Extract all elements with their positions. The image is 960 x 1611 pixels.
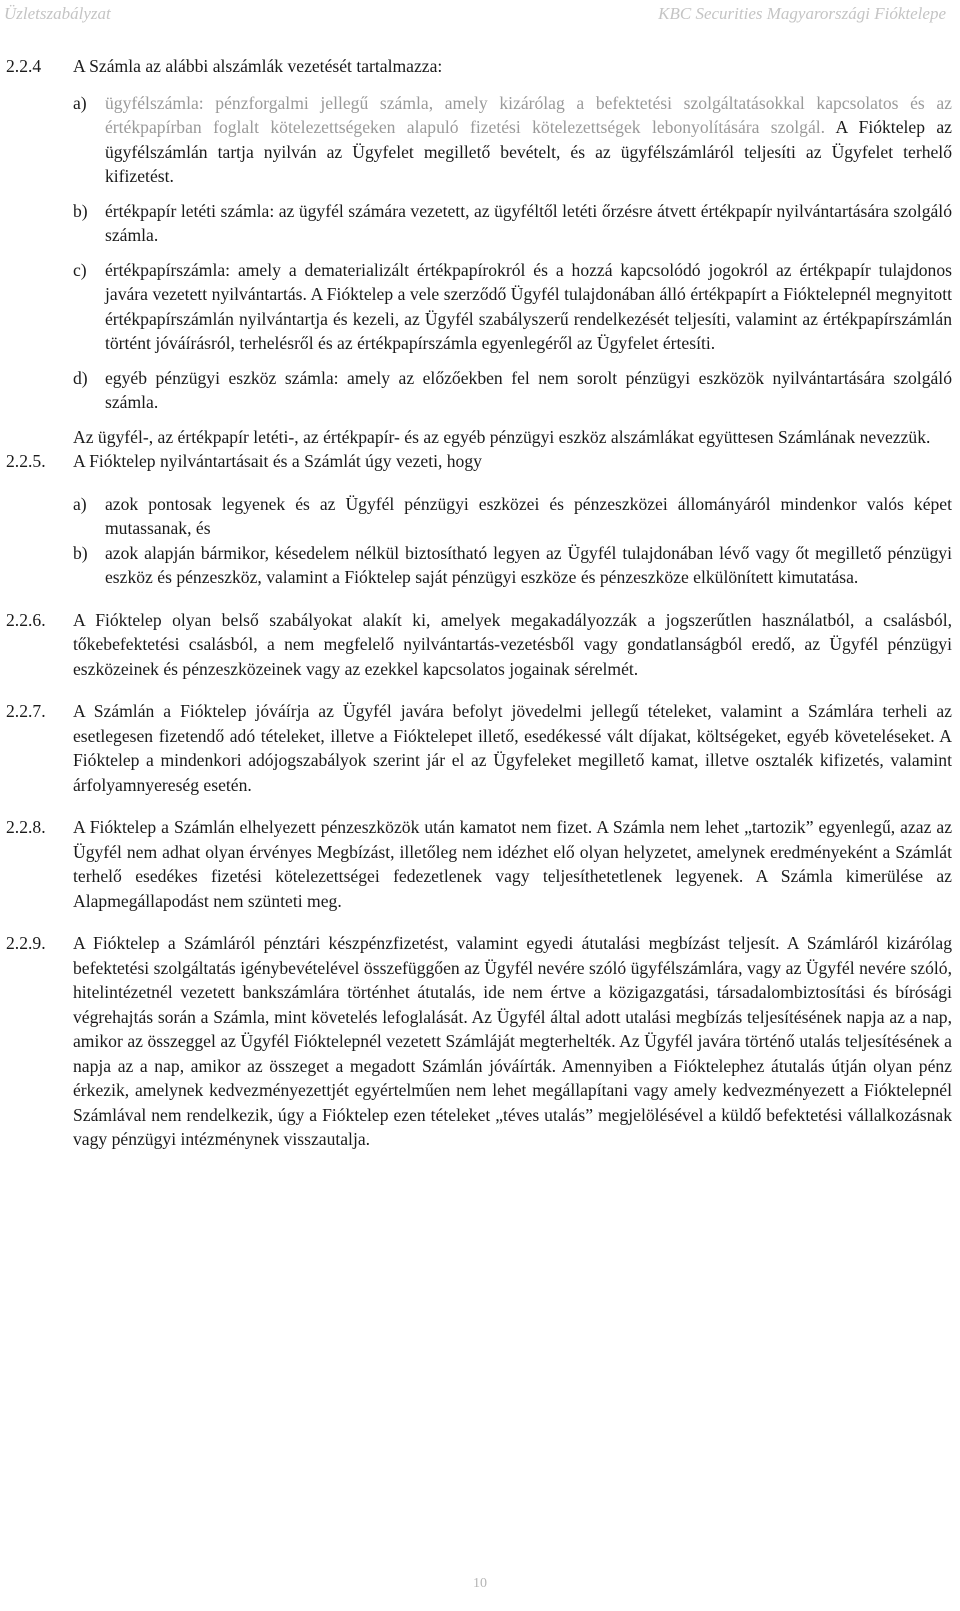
section-text: A Számlán a Fióktelep jóváírja az Ügyfél javára befolyt jövedelmi jellegű tételeket, valamint a Számlára terheli az esetlegesen fizetendő adó tételeket, illetve a Fióktelepet illető, esedékessé vált díjakat, költségeket, egyéb követeléseket. A Fióktelep a mindenkori adójogszabályok szerint jár el az Ügyfeleket megillető kamat, illetve osztalék kifizetés, valamint árfolyamnyereség esetén. (73, 701, 952, 795)
page-number: 10 (473, 1576, 487, 1591)
item-text: azok alapján bármikor, késedelem nélkül biztosítható legyen az Ügyfél tulajdonában lévő vagy őt megillető pénzügyi eszköz és pénzeszköz, valamint a Fióktelep saját pénzügyi eszköze és pénzeszköze elkülönített kimutatása. (105, 542, 952, 587)
section-text: A Fióktelep olyan belső szabályokat alakít ki, amelyek megakadályozzák a jogszerűtlen használatból, a csalásból, tőkebefektetési csalásból, a nem megfelelő nyilvántartás-vezetésből vagy gondatlanságból eredő, az Ügyfél pénzügyi eszközeinek és pénzeszközeinek vagy az ezekkel kapcsolatos jogainak sérelmét. (73, 609, 952, 679)
item-text: azok pontosak legyenek és az Ügyfél pénzügyi eszközei és pénzeszközei állományáról mindenkor valós képet mutassanak, és (105, 493, 952, 538)
list-item (73, 199, 952, 248)
section-2-2-5 (6, 449, 952, 474)
subaccount-list (6, 91, 952, 415)
item-label: a) (73, 92, 87, 113)
list-item (73, 492, 952, 541)
section-text: A Számla az alábbi alszámlák vezetését tartalmazza: (73, 56, 443, 76)
section-2-2-4 (6, 54, 952, 79)
requirement-list (6, 492, 952, 590)
list-item (73, 258, 952, 356)
section-text: A Fióktelep a Számláról pénztári készpénzfizetést, valamint egyedi átutalási megbízást teljesít. A Számláról kizárólag befektetési szolgáltatás igénybevételével összefüggően az Ügyfél nevére szóló ügyfélszámlára, vagy az Ügyfél nevére szóló, hitelintézetnél vezetett bankszámlára történhet átutalás, ide nem értve a közigazgatási, társadalombiztosítási és bírósági végrehajtás során a Számla, mint követelés lefoglalását. Az Ügyfél által adott utalási megbízás teljesítésének napja az a nap, amikor az összeggel az Ügyfél Fióktelepnél vezetett Számláját megterhelték. Az Ügyfél javára történő utalás teljesítésének a napja az a nap, amikor az összeget a megadott Számlán jóváírták. Amennyiben a Fióktelephez átutalás útján olyan pénz érkezik, amelynek kedvezményezettjét egyértelműen nem lehet megállapítani vagy amely kedvezményezett a Fióktelepnél Számlával nem rendelkezik, úgy a Fióktelep ezen tételeket „téves utalás” megjelölésével a küldő befektetési vállalkozásnak vagy pénzügyi intézménynek visszautalja. (73, 933, 952, 1149)
section-closing-paragraph: Az ügyfél-, az értékpapír letéti-, az értékpapír- és az egyéb pénzügyi eszköz alszámlákat együttesen Számlának nevezzük. (73, 426, 931, 447)
list-item (73, 366, 952, 415)
section-2-2-6 (6, 608, 952, 682)
item-text (105, 91, 952, 189)
item-label: d) (73, 367, 88, 388)
section-number: 2.2.9. (6, 933, 46, 953)
header-title-right: KBC Securities Magyarországi Fióktelepe (658, 4, 946, 23)
section-number: 2.2.8. (6, 817, 46, 837)
section-number: 2.2.6. (6, 609, 46, 630)
section-number: 2.2.7. (6, 701, 46, 721)
section-2-2-8 (6, 815, 952, 913)
item-label: b) (73, 542, 88, 563)
document-body (6, 54, 952, 1152)
item-text: értékpapírszámla: amely a dematerializált értékpapírokról és a hozzá kapcsolódó jogokról az értékpapír tulajdonos javára vezetett nyilvántartás. A Fióktelep a vele szerződő Ügyfél tulajdonában álló értékpapírt a Fióktelepnél megnyitott értékpapírszámlán nyilvántartja és kezeli, az Ügyfél szabályszerű rendelkezését teljesíti, valamint az értékpapírszámlán történt jóváírásról, terhelésről és az értékpapírszámla egyenlegéről az Ügyfelet értesíti. (105, 259, 952, 353)
header-title-left: Üzletszabályzat (4, 4, 111, 23)
section-text: A Fióktelep a Számlán elhelyezett pénzeszközök után kamatot nem fizet. A Számla nem lehet „tartozik” egyenlegű, azaz az Ügyfél nem adhat olyan érvényes Megbízást, illetőleg nem idézhet elő olyan helyzetet, amelynek eredményeként a Számlát terhelő esedékes fizetési kötelezettségei fedezetlenek vagy teljesíthetetlenek legyenek. A Számla kimerülése az Alapmegállapodást nem szünteti meg. (73, 817, 952, 911)
list-item (73, 91, 952, 189)
page-footer (0, 1576, 960, 1592)
item-text-part: A Fióktelep az ügyfélszámlán tartja nyilván az Ügyfelet megillető bevételt, és az ügyfélszámláról teljesíti az Ügyfelet terhelő kifizetést. (105, 117, 952, 186)
section-2-2-9 (6, 931, 952, 1152)
item-text-part: ügyfélszámla: pénzforgalmi jellegű számla, amely kizárólag a befektetési szolgáltatásokkal kapcsolatos és az értékpapírban foglalt kötelezettségeken alapuló fizetési kötelezettségek lebonyolítására szolgál. (105, 92, 952, 137)
section-2-2-7 (6, 699, 952, 797)
item-text: egyéb pénzügyi eszköz számla: amely az előzőekben fel nem sorolt pénzügyi eszközök nyilvántartására szolgáló számla. (105, 367, 952, 412)
item-text: értékpapír letéti számla: az ügyfél számára vezetett, az ügyféltől letéti őrzésre átvett értékpapír nyilvántartására szolgáló számla. (105, 200, 952, 245)
item-label: a) (73, 493, 87, 514)
item-label: c) (73, 259, 87, 280)
list-item (73, 541, 952, 590)
page-header (4, 4, 946, 24)
section-number: 2.2.4 (6, 56, 42, 76)
item-label: b) (73, 200, 88, 221)
section-text: A Fióktelep nyilvántartásait és a Számlát úgy vezeti, hogy (73, 451, 482, 471)
section-number: 2.2.5. (6, 451, 46, 471)
